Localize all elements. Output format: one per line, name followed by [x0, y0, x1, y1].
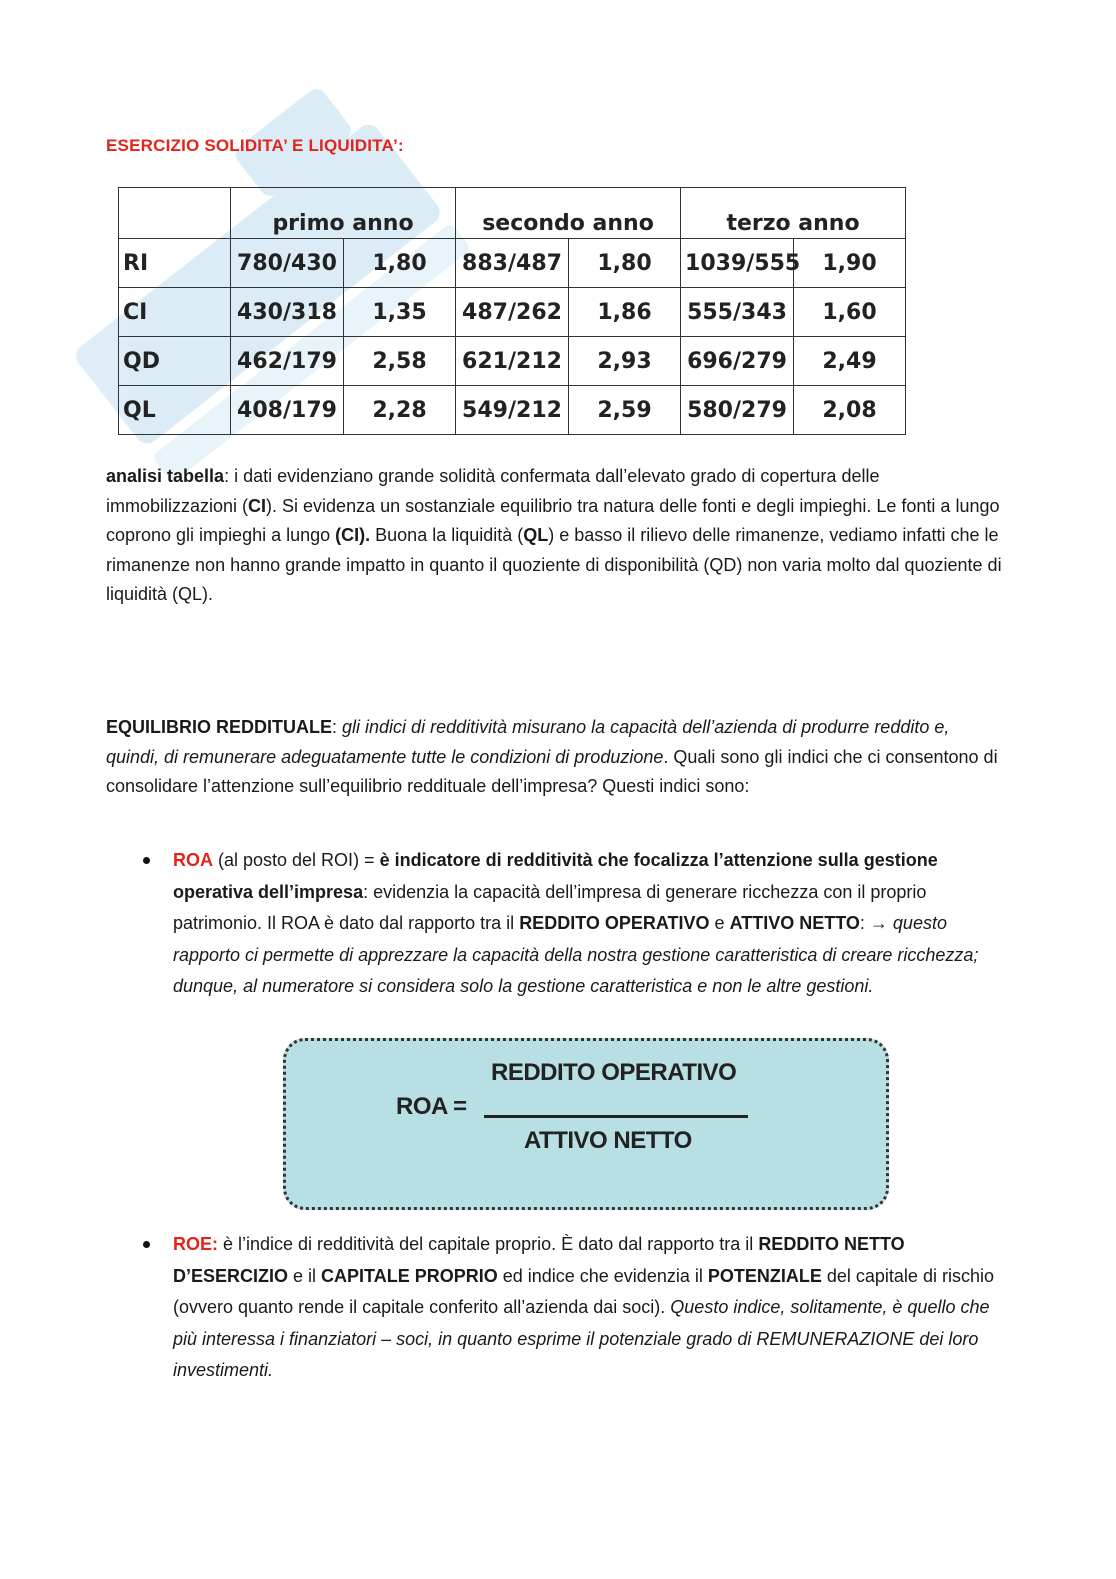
- list-item-roa: [106, 845, 1006, 1003]
- bullet-icon: [143, 1241, 150, 1248]
- roe-bold: POTENZIALE: [707, 1265, 822, 1286]
- fraction-bar: [484, 1115, 748, 1118]
- equilibrio-paragraph: [106, 713, 1006, 802]
- roa-bold: REDDITO OPERATIVO: [519, 913, 710, 933]
- table-row: [119, 239, 906, 288]
- table-cell: 430/318: [231, 288, 344, 337]
- analysis-lead: analisi tabella: [106, 466, 225, 486]
- section-title: ESERCIZIO SOLIDITA’ E LIQUIDITA’:: [106, 136, 404, 155]
- header-secondo-anno: secondo anno: [456, 188, 681, 239]
- arrow-right-icon: →: [869, 913, 888, 933]
- formula-numerator: REDDITO OPERATIVO: [491, 1059, 737, 1086]
- analysis-text: ). Si evidenza un sostanziale equilibrio tra natura delle fonti e degli impieghi. Le fonti a lungo coprono gli impieghi a lungo: [106, 495, 1000, 545]
- equilibrio-text: :: [332, 717, 343, 737]
- roe-bold: REDDITO NETTO D’ESERCIZIO: [173, 1234, 905, 1286]
- table-cell: 1,86: [569, 288, 681, 337]
- table-cell: 621/212: [456, 337, 569, 386]
- roe-text: e il: [288, 1265, 322, 1286]
- table-cell: 2,93: [569, 337, 681, 386]
- table-cell: 2,28: [344, 386, 456, 435]
- roe-italic: Questo indice, solitamente, è quello che più interessa i finanziatori – soci, in quanto esprime il potenziale grado di REMUNERAZIONE dei loro investimenti.: [173, 1297, 990, 1380]
- table-cell: 2,49: [794, 337, 906, 386]
- header-empty-cell: [119, 188, 231, 239]
- table-cell: 883/487: [456, 239, 569, 288]
- roa-bold: ATTIVO NETTO: [729, 913, 860, 933]
- table-cell: 1039/555: [681, 239, 794, 288]
- formula-denominator: ATTIVO NETTO: [524, 1127, 692, 1154]
- roa-list: [106, 845, 1006, 1003]
- row-label: QD: [119, 337, 231, 386]
- row-label: RI: [119, 239, 231, 288]
- analysis-ci: (CI).: [335, 525, 371, 545]
- table-header-row: [119, 188, 906, 239]
- table-row: [119, 386, 906, 435]
- roe-text: ed indice che evidenzia il: [497, 1265, 708, 1286]
- table-cell: 696/279: [681, 337, 794, 386]
- table-row: [119, 288, 906, 337]
- analysis-text: Buona la liquidità (: [370, 525, 524, 545]
- equilibrio-lead: EQUILIBRIO REDDITUALE: [106, 717, 333, 737]
- list-item-roe: [106, 1229, 1006, 1387]
- bullet-icon: [143, 857, 150, 864]
- roa-formula-box: [283, 1038, 889, 1210]
- analysis-ci: CI: [248, 495, 267, 516]
- roe-bold: CAPITALE PROPRIO: [321, 1265, 498, 1286]
- analysis-text: : i dati evidenziano grande solidità confermata dall’elevato grado di copertura delle immobilizzazioni (: [106, 466, 880, 516]
- roa-text: :: [859, 913, 870, 933]
- roe-text: del capitale di rischio (ovvero quanto rende il capitale conferito all’azienda dai soci).: [173, 1265, 994, 1317]
- table-cell: 462/179: [231, 337, 344, 386]
- formula-lhs: ROA =: [396, 1093, 467, 1120]
- table-cell: 1,60: [794, 288, 906, 337]
- table-cell: 487/262: [456, 288, 569, 337]
- table-cell: 2,58: [344, 337, 456, 386]
- analysis-text: ) e basso il rilievo delle rimanenze, vediamo infatti che le rimanenze non hanno grande impatto in quanto il quoziente di disponibilità (QD) non varia molto dal quoziente di liquidità (QL).: [106, 525, 1002, 604]
- roe-text: è l’indice di redditività del capitale proprio. È dato dal rapporto tra il: [218, 1234, 759, 1254]
- table-cell: 1,80: [344, 239, 456, 288]
- table-cell: 580/279: [681, 386, 794, 435]
- roa-italic: questo rapporto ci permette di apprezzare la capacità della nostra gestione caratteristica di creare ricchezza; dunque, al numeratore si considera solo la gestione caratteristica e non le altre gestioni.: [173, 913, 979, 996]
- table-cell: 2,08: [794, 386, 906, 435]
- table-cell: 408/179: [231, 386, 344, 435]
- table-cell: 1,90: [794, 239, 906, 288]
- ratios-table: [118, 187, 906, 435]
- table-cell: 1,80: [569, 239, 681, 288]
- header-primo-anno: primo anno: [231, 188, 456, 239]
- analysis-ql: QL: [523, 525, 549, 545]
- roa-text: (al posto del ROI) =: [213, 850, 380, 870]
- roe-label: ROE:: [173, 1234, 218, 1254]
- table-row: [119, 337, 906, 386]
- roa-label: ROA: [173, 850, 213, 870]
- row-label: QL: [119, 386, 231, 435]
- equilibrio-text: . Quali sono gli indici che ci consentono di consolidare l’attenzione sull’equilibrio reddituale dell’impresa? Questi indici sono:: [106, 746, 998, 796]
- row-label: CI: [119, 288, 231, 337]
- roa-text: : evidenzia la capacità dell’impresa di generare ricchezza con il proprio patrimonio. Il ROA è dato dal rapporto tra il: [173, 881, 927, 933]
- header-terzo-anno: terzo anno: [681, 188, 906, 239]
- table-cell: 549/212: [456, 386, 569, 435]
- table-cell: 1,35: [344, 288, 456, 337]
- equilibrio-italic: gli indici di redditività misurano la capacità dell’azienda di produrre reddito e, quindi, di remunerare adeguatamente tutte le condizioni di produzione: [106, 717, 950, 767]
- table-cell: 555/343: [681, 288, 794, 337]
- roa-bold: è indicatore di redditività che focalizza l’attenzione sulla gestione operativa dell’impresa: [173, 850, 938, 902]
- roa-text: e: [709, 913, 730, 933]
- table-cell: 780/430: [231, 239, 344, 288]
- analysis-paragraph: [106, 462, 1006, 610]
- table-cell: 2,59: [569, 386, 681, 435]
- roe-list: [106, 1229, 1006, 1387]
